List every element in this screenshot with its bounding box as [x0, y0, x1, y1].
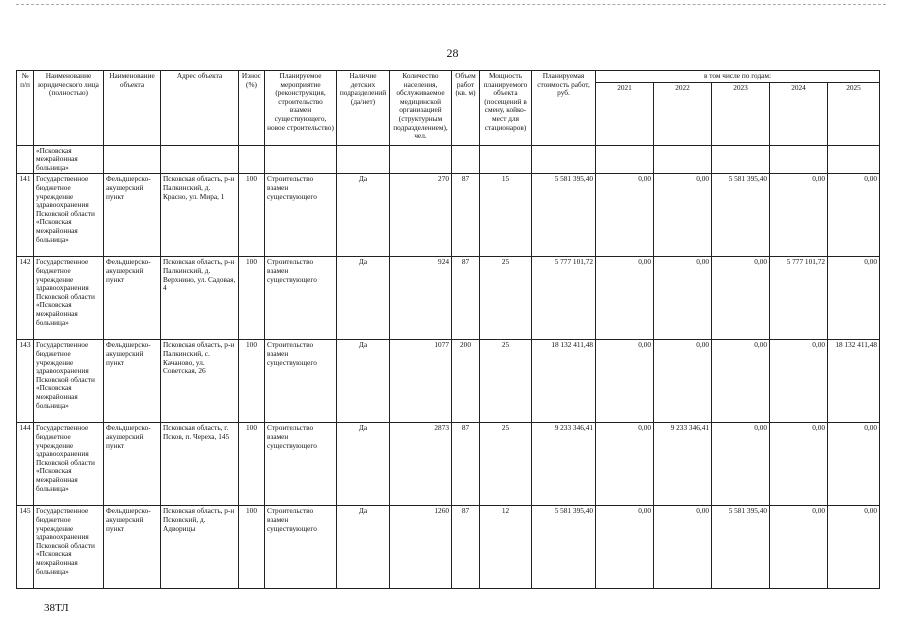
- cell-capacity: 12: [480, 506, 532, 589]
- cell-num: 142: [17, 257, 34, 340]
- cell-volume: 87: [452, 506, 480, 589]
- cell-y2022: 0,00: [654, 340, 712, 423]
- cell-y2022: 0,00: [654, 174, 712, 257]
- cell: [770, 145, 828, 174]
- cell-population: 1077: [390, 340, 452, 423]
- cell-measure: Строительство взамен существующего: [265, 423, 337, 506]
- cell-address: Псковская область, р-н Палкинский, с. Качаново, ул. Советская, 26: [161, 340, 239, 423]
- continuation-row: [17, 145, 880, 174]
- header-year-2023: 2023: [712, 82, 770, 145]
- cell: [265, 145, 337, 174]
- cell: [17, 145, 34, 174]
- cell-num: 143: [17, 340, 34, 423]
- cell-population: 1260: [390, 506, 452, 589]
- cell-measure: Строительство взамен существующего: [265, 257, 337, 340]
- cell: [828, 145, 880, 174]
- cell-object-name: Фельдшерско-акушерский пункт: [104, 257, 161, 340]
- top-edge-line: [16, 4, 886, 5]
- header-year-2025: 2025: [828, 82, 880, 145]
- cell-y2025: 0,00: [828, 506, 880, 589]
- cell-branches: Да: [337, 423, 390, 506]
- cell-branches: Да: [337, 506, 390, 589]
- cell-y2021: 0,00: [596, 257, 654, 340]
- cell-volume: 87: [452, 423, 480, 506]
- cell-num: 145: [17, 506, 34, 589]
- cell-object-name: Фельдшерско-акушерский пункт: [104, 423, 161, 506]
- cell-y2025: 0,00: [828, 423, 880, 506]
- header-population: Количество населения, обслуживаемое медицинской организацией (структурным подразделением), чел.: [390, 71, 452, 146]
- cell: [337, 145, 390, 174]
- cell-measure: Строительство взамен существующего: [265, 174, 337, 257]
- cell-y2025: 0,00: [828, 257, 880, 340]
- cell: [596, 145, 654, 174]
- cell-legal-name: Государственное бюджетное учреждение здравоохранения Псковской области «Псковская межрайонная больница»: [34, 506, 104, 589]
- header-legal-name: Наименование юридического лица (полностью): [34, 71, 104, 146]
- cell-volume: 87: [452, 174, 480, 257]
- cell-cost: 5 581 395,40: [532, 174, 596, 257]
- cell-y2022: 0,00: [654, 506, 712, 589]
- cell-population: 270: [390, 174, 452, 257]
- table-row: [17, 423, 880, 506]
- cell-y2022: 9 233 346,41: [654, 423, 712, 506]
- cell-population: 2873: [390, 423, 452, 506]
- cell-y2021: 0,00: [596, 506, 654, 589]
- cell-y2023: 0,00: [712, 340, 770, 423]
- cell-cost: 9 233 346,41: [532, 423, 596, 506]
- cell-y2021: 0,00: [596, 174, 654, 257]
- cell: [390, 145, 452, 174]
- cell-branches: Да: [337, 174, 390, 257]
- header-capacity: Мощность планируемого объекта (посещений в смену, койко-мест для стационаров): [480, 71, 532, 146]
- cell-num: 144: [17, 423, 34, 506]
- cell-object-name: Фельдшерско-акушерский пункт: [104, 506, 161, 589]
- cell-population: 924: [390, 257, 452, 340]
- page-number: 28: [446, 46, 459, 60]
- cell-cost: 18 132 411,48: [532, 340, 596, 423]
- footer-code: 38ТЛ: [44, 602, 69, 614]
- header-num: № п/п: [17, 71, 34, 146]
- cell-wear: 100: [239, 174, 265, 257]
- cell: [712, 145, 770, 174]
- cell-y2021: 0,00: [596, 423, 654, 506]
- cell-legal-name: Государственное бюджетное учреждение здравоохранения Псковской области «Псковская межрайонная больница»: [34, 423, 104, 506]
- cell-capacity: 25: [480, 257, 532, 340]
- table-row: [17, 340, 880, 423]
- cell-capacity: 15: [480, 174, 532, 257]
- cell: [104, 145, 161, 174]
- cell-y2024: 0,00: [770, 340, 828, 423]
- cell-object-name: Фельдшерско-акушерский пункт: [104, 174, 161, 257]
- header-year-2024: 2024: [770, 82, 828, 145]
- cell-cost: 5 777 101,72: [532, 257, 596, 340]
- cell-wear: 100: [239, 423, 265, 506]
- header-wear: Износ (%): [239, 71, 265, 146]
- cell-branches: Да: [337, 257, 390, 340]
- cell: [532, 145, 596, 174]
- cell: [654, 145, 712, 174]
- cell-wear: 100: [239, 257, 265, 340]
- cell-y2023: 0,00: [712, 423, 770, 506]
- cell-y2024: 0,00: [770, 174, 828, 257]
- cell-legal-name: Государственное бюджетное учреждение здравоохранения Псковской области «Псковская межрайонная больница»: [34, 340, 104, 423]
- cell-wear: 100: [239, 506, 265, 589]
- table-row: [17, 174, 880, 257]
- cell-y2025: 18 132 411,48: [828, 340, 880, 423]
- cell-measure: Строительство взамен существующего: [265, 340, 337, 423]
- header-object-name: Наименование объекта: [104, 71, 161, 146]
- cell-y2024: 0,00: [770, 506, 828, 589]
- cell-capacity: 25: [480, 340, 532, 423]
- header-cost: Планируемая стоимость работ, руб.: [532, 71, 596, 146]
- header-branches: Наличие детских подразделений (да/нет): [337, 71, 390, 146]
- cell-y2024: 5 777 101,72: [770, 257, 828, 340]
- cell: [452, 145, 480, 174]
- cell: [480, 145, 532, 174]
- cell-y2025: 0,00: [828, 174, 880, 257]
- header-measure: Планируемое мероприятие (реконструкция, строительство взамен существующего, новое строительство): [265, 71, 337, 146]
- cell-wear: 100: [239, 340, 265, 423]
- header-year-2021: 2021: [596, 82, 654, 145]
- cell: [239, 145, 265, 174]
- cell-y2022: 0,00: [654, 257, 712, 340]
- cell-volume: 200: [452, 340, 480, 423]
- cell-measure: Строительство взамен существующего: [265, 506, 337, 589]
- cell-legal-name: Государственное бюджетное учреждение здравоохранения Псковской области «Псковская межрайонная больница»: [34, 174, 104, 257]
- cell-object-name: Фельдшерско-акушерский пункт: [104, 340, 161, 423]
- cell-y2023: 5 581 395,40: [712, 506, 770, 589]
- table-row: [17, 506, 880, 589]
- header-volume: Объем работ (кв. м): [452, 71, 480, 146]
- construction-table: [16, 70, 880, 589]
- cell-y2024: 0,00: [770, 423, 828, 506]
- header-address: Адрес объекта: [161, 71, 239, 146]
- header-year-2022: 2022: [654, 82, 712, 145]
- table-row: [17, 257, 880, 340]
- cell-capacity: 25: [480, 423, 532, 506]
- cell-legal-name: Государственное бюджетное учреждение здравоохранения Псковской области «Псковская межрайонная больница»: [34, 257, 104, 340]
- continuation-text: «Псковская межрайонная больница»: [34, 145, 104, 174]
- cell-cost: 5 581 395,40: [532, 506, 596, 589]
- header-by-years: в том числе по годам:: [596, 71, 880, 83]
- cell-address: Псковская область, р-н Псковский, д. Адворицы: [161, 506, 239, 589]
- cell-address: Псковская область, г. Псков, п. Череха, 145: [161, 423, 239, 506]
- cell: [161, 145, 239, 174]
- cell-y2021: 0,00: [596, 340, 654, 423]
- cell-num: 141: [17, 174, 34, 257]
- cell-y2023: 0,00: [712, 257, 770, 340]
- cell-address: Псковская область, р-н Палкинский, д. Верхнино, ул. Садовая, 4: [161, 257, 239, 340]
- cell-address: Псковская область, р-н Палкинский, д. Красно, ул. Мира, 1: [161, 174, 239, 257]
- cell-y2023: 5 581 395,40: [712, 174, 770, 257]
- cell-volume: 87: [452, 257, 480, 340]
- cell-branches: Да: [337, 340, 390, 423]
